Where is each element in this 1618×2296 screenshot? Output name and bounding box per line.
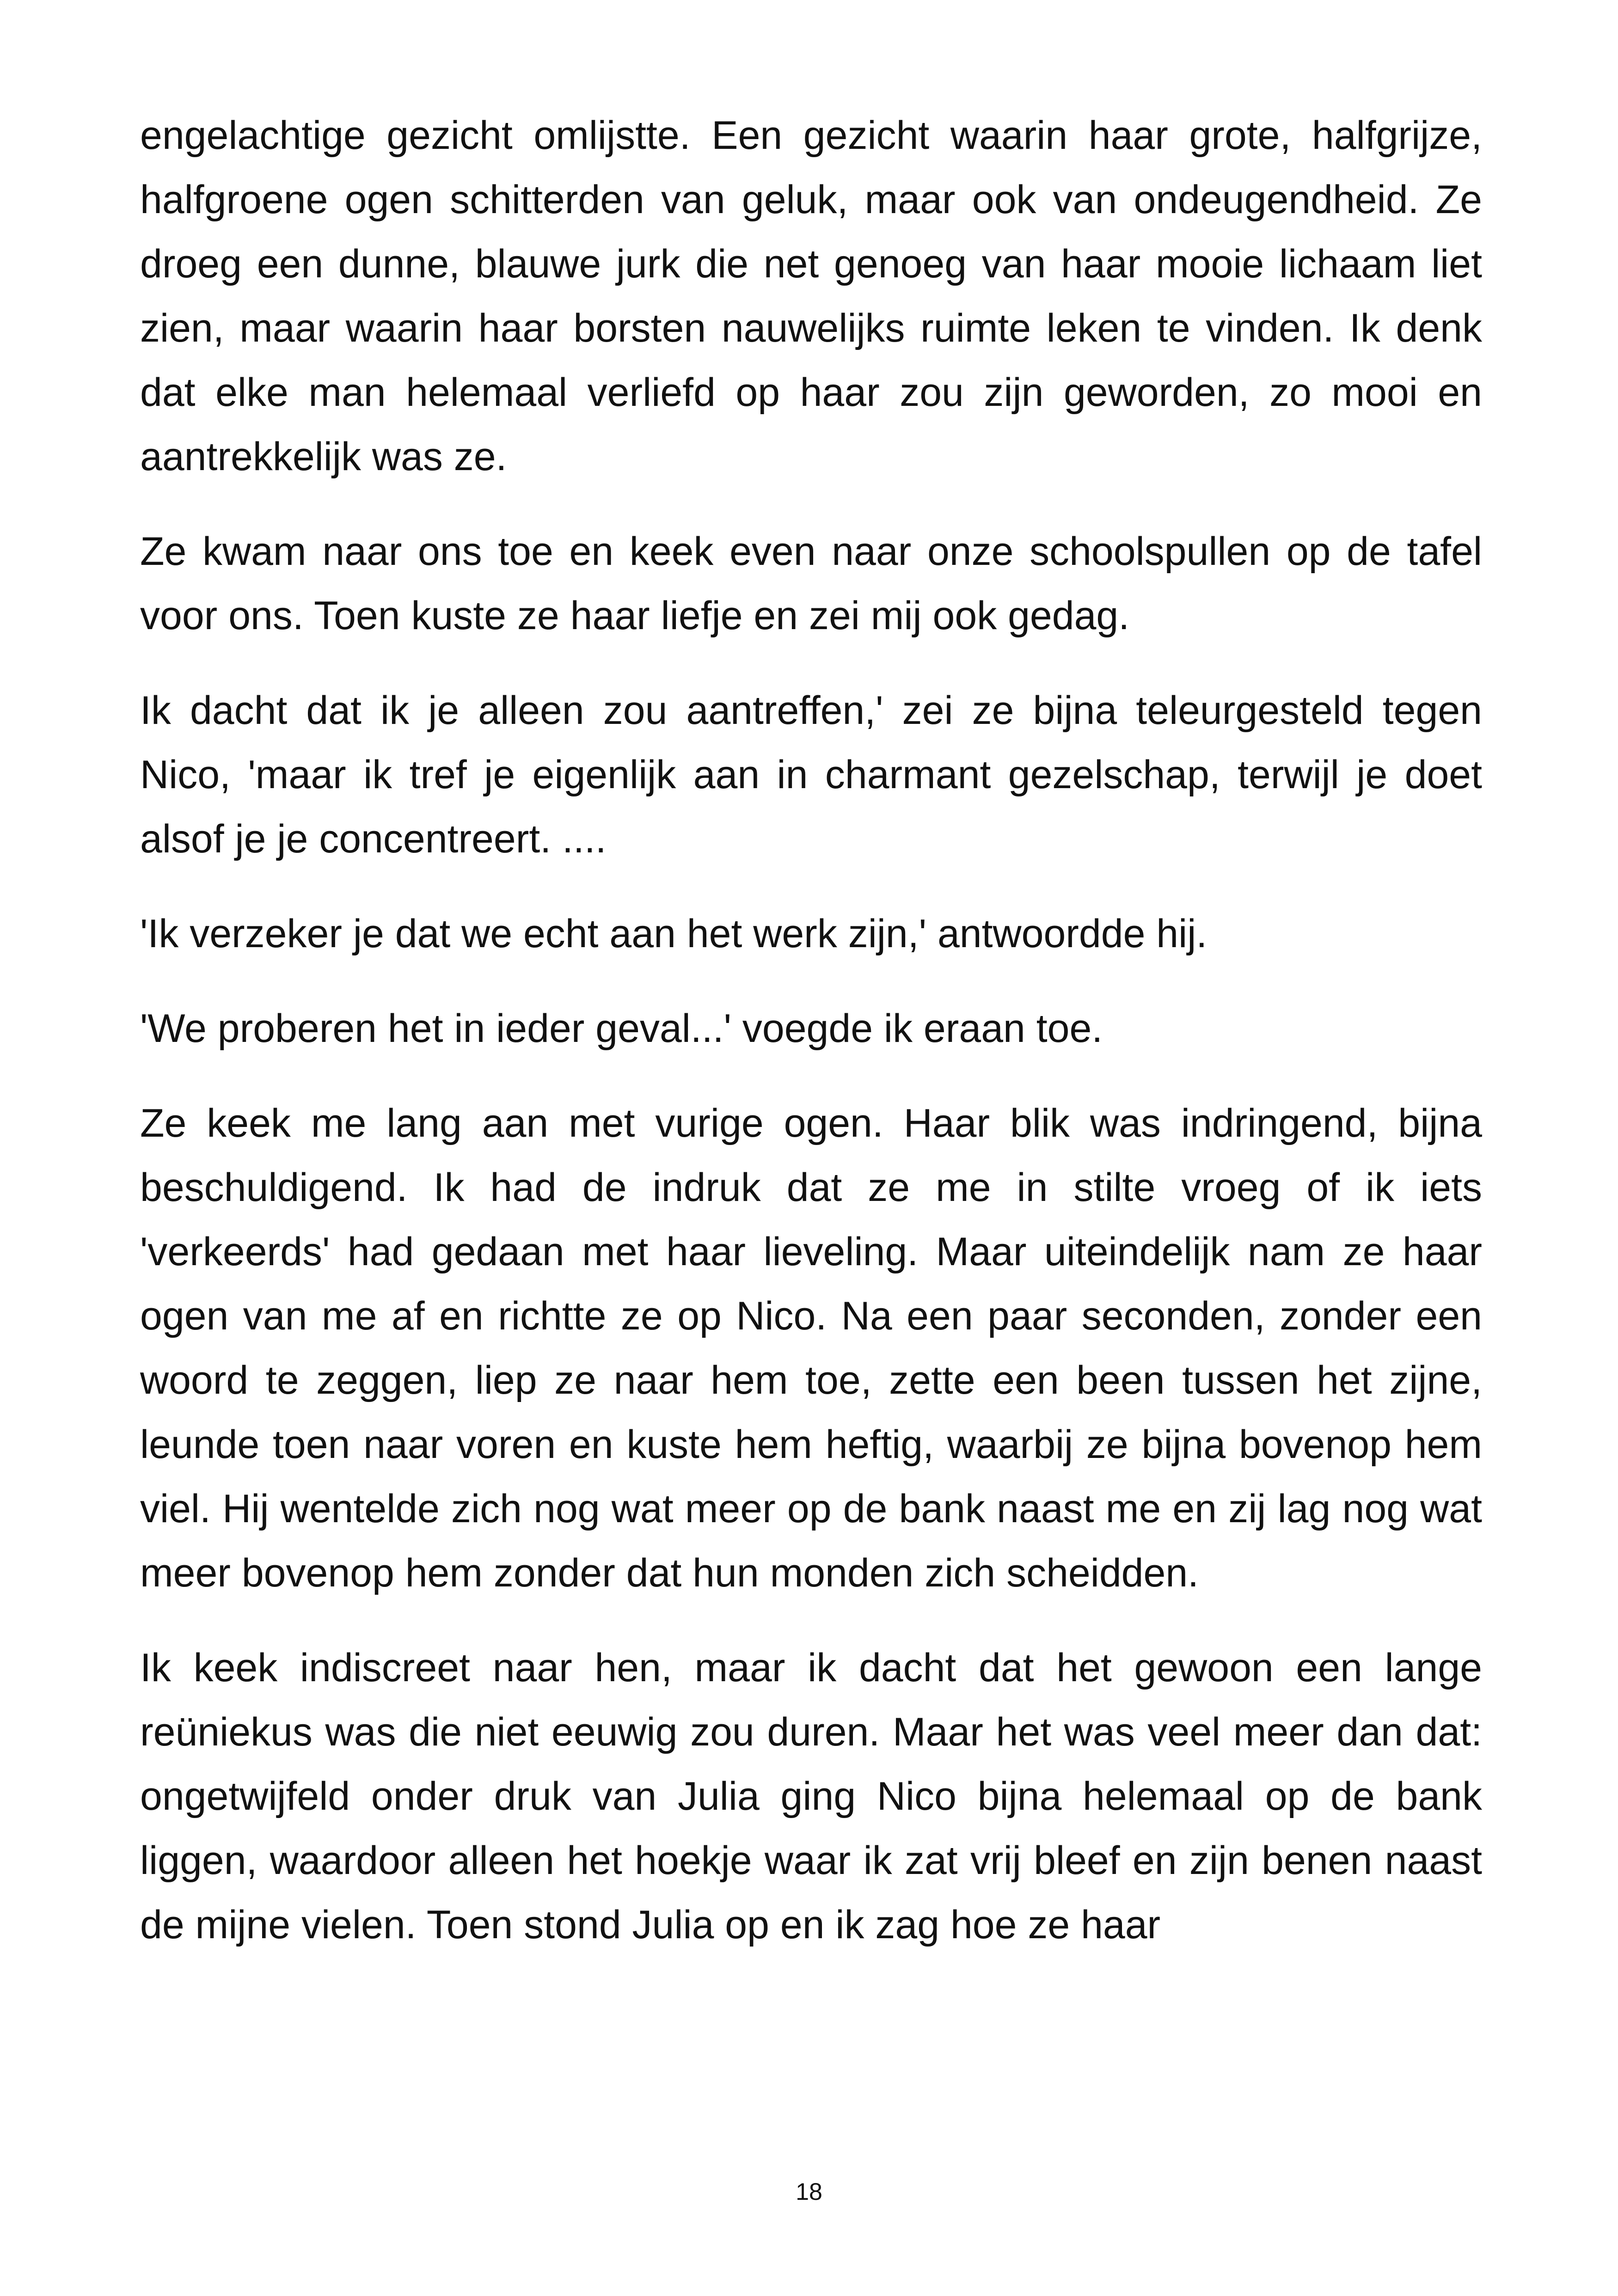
paragraph-3: Ik dacht dat ik je alleen zou aantreffen,' zei ze bijna teleurgesteld tegen Nico, 'maar ik tref je eigenlijk aan in charmant gezelschap, terwijl je doet alsof je je concentreert. .... xyxy=(140,688,1482,861)
body-text xyxy=(140,104,1482,1988)
paragraph-6: Ze keek me lang aan met vurige ogen. Haar blik was indringend, bijna beschuldigend. Ik had de indruk dat ze me in stilte vroeg of ik iets 'verkeerds' had gedaan met haar lieveling. Maar uiteindelijk nam ze haar ogen van me af en richtte ze op Nico. Na een paar seconden, zonder een woord te zeggen, liep ze naar hem toe, zette een been tussen het zijne, leunde toen naar voren en kuste hem heftig, waarbij ze bijna bovenop hem viel. Hij wentelde zich nog wat meer op de bank naast me en zij lag nog wat meer bovenop hem zonder dat hun monden zich scheidden. xyxy=(140,1101,1482,1595)
paragraph-5: 'We proberen het in ieder geval...' voegde ik eraan toe. xyxy=(140,1006,1103,1051)
paragraph-1: engelachtige gezicht omlijstte. Een gezicht waarin haar grote, halfgrijze, halfgroene ogen schitterden van geluk, maar ook van ondeugendheid. Ze droeg een dunne, blauwe jurk die net genoeg van haar mooie lichaam liet zien, maar waarin haar borsten nauwelijks ruimte leken te vinden. Ik denk dat elke man helemaal verliefd op haar zou zijn geworden, zo mooi en aantrekkelijk was ze. xyxy=(140,113,1482,479)
paragraph-7: Ik keek indiscreet naar hen, maar ik dacht dat het gewoon een lange reüniekus was die niet eeuwig zou duren. Maar het was veel meer dan dat: ongetwijfeld onder druk van Julia ging Nico bijna helemaal op de bank liggen, waardoor alleen het hoekje waar ik zat vrij bleef en zijn benen naast de mijne vielen. Toen stond Julia op en ik zag hoe ze haar xyxy=(140,1646,1482,1947)
paragraph-4: 'Ik verzeker je dat we echt aan het werk zijn,' antwoordde hij. xyxy=(140,912,1207,956)
paragraph-2: Ze kwam naar ons toe en keek even naar onze schoolspullen op de tafel voor ons. Toen kuste ze haar liefje en zei mij ook gedag. xyxy=(140,529,1482,638)
page-number: 18 xyxy=(796,2179,822,2205)
